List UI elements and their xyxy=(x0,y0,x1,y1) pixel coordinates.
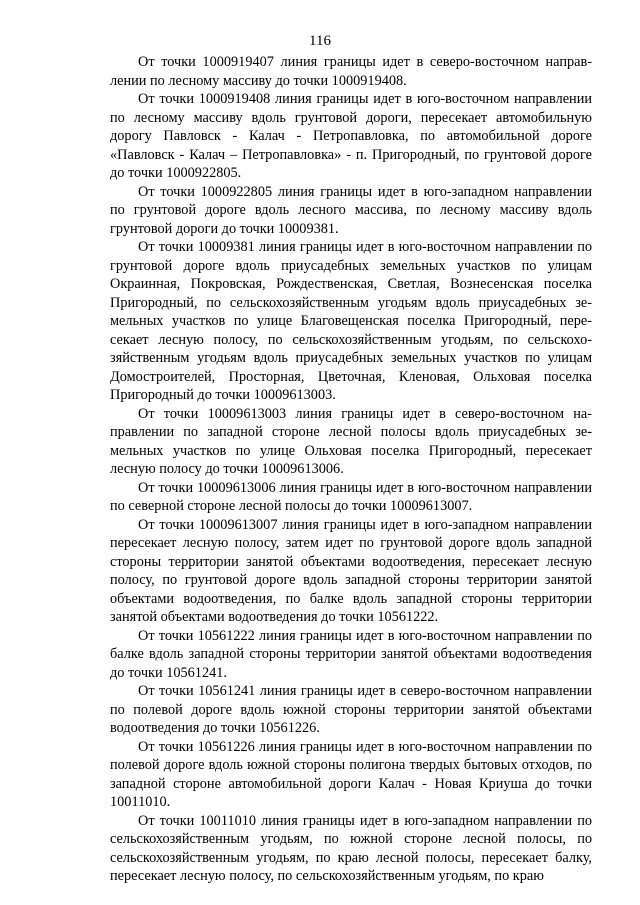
paragraph: От точки 10009613006 линия границы идет в юго-восточном направлении по северной стороне лесной полосы до точки 10009613007. xyxy=(110,479,592,514)
paragraph: От точки 10009613003 линия границы идет в северо-восточном направлении по западной стороне лесной полосы вдоль приусадебных земельных участков по улице Ольховая поселка Пригородный, пересекает лесную полосу до точки 10009613006. xyxy=(110,405,592,477)
paragraph: От точки 10009613007 линия границы идет в юго-западном направлении пересекает лесную полосу, затем идет по грунтовой дороге вдоль западной стороны территории занятой объектами водоотведения, пересекает лесную полосу, по грунтовой дороге вдоль западной стороны территории занятой объектами водоотведения, по балке вдоль западной стороны территории занятой объектами водоотведения до точки 10561222. xyxy=(110,516,592,625)
paragraph: От точки 10561241 линия границы идет в северо-восточном направлении по полевой дороге вдоль южной стороны территории занятой объектами водоотведения до точки 10561226. xyxy=(110,683,592,736)
body-text xyxy=(110,53,592,886)
paragraph: От точки 1000919407 линия границы идет в северо-восточном направлении по лесному массиву до точки 1000919408. xyxy=(110,54,592,89)
paragraph: От точки 10011010 линия границы идет в юго-западном направлении по сельскохозяйственным угодьям, по южной стороне лесной полосы, по сельскохозяйственным угодьям, по краю лесной полосы, пересекает балку, пересекает лесную полосу, по сельскохозяйственным угодьям, по краю xyxy=(110,812,592,884)
page-number: 116 xyxy=(309,33,331,49)
paragraph: От точки 1000919408 линия границы идет в юго-восточном направлении по лесному массиву вдоль грунтовой дороги, пересекает автомобильную дорогу Павловск - Калач - Петропавловка, по автомобильной дороге «Павловск - Калач – Петропавловка» - п. Пригородный, по грунтовой дороге до точки 1000922805. xyxy=(110,91,592,181)
paragraph: От точки 1000922805 линия границы идет в юго-западном направлении по грунтовой дороге вдоль лесного массива, по лесному массиву вдоль грунтовой дороги до точки 10009381. xyxy=(110,183,592,237)
paragraph: От точки 10009381 линия границы идет в юго-восточном направлении по грунтовой дороге вдоль приусадебных земельных участков по улицам Окраинная, Покровская, Рождественская, Светлая, Вознесенская поселка Пригородный, по сельскохозяйственным угодьям вдоль приусадебных земельных участков по улице Благовещенская поселка Пригородный, пересекает лесную полосу, по сельскохозяйственным угодьям, по сельскохозяйственным угодьям вдоль приусадебных земельных участков по улицам Домостроителей, Просторная, Цветочная, Кленовая, Ольховая поселка Пригородный до точки 10009613003. xyxy=(110,239,592,403)
paragraph: От точки 10561226 линия границы идет в юго-восточном направлении по полевой дороге вдоль южной стороны полигона твердых бытовых отходов, по западной стороне автомобильной дороги Калач - Новая Криуша до точки 10011010. xyxy=(110,738,592,810)
paragraph: От точки 10561222 линия границы идет в юго-восточном направлении по балке вдоль западной стороны территории занятой объектами водоотведения до точки 10561241. xyxy=(110,627,592,681)
